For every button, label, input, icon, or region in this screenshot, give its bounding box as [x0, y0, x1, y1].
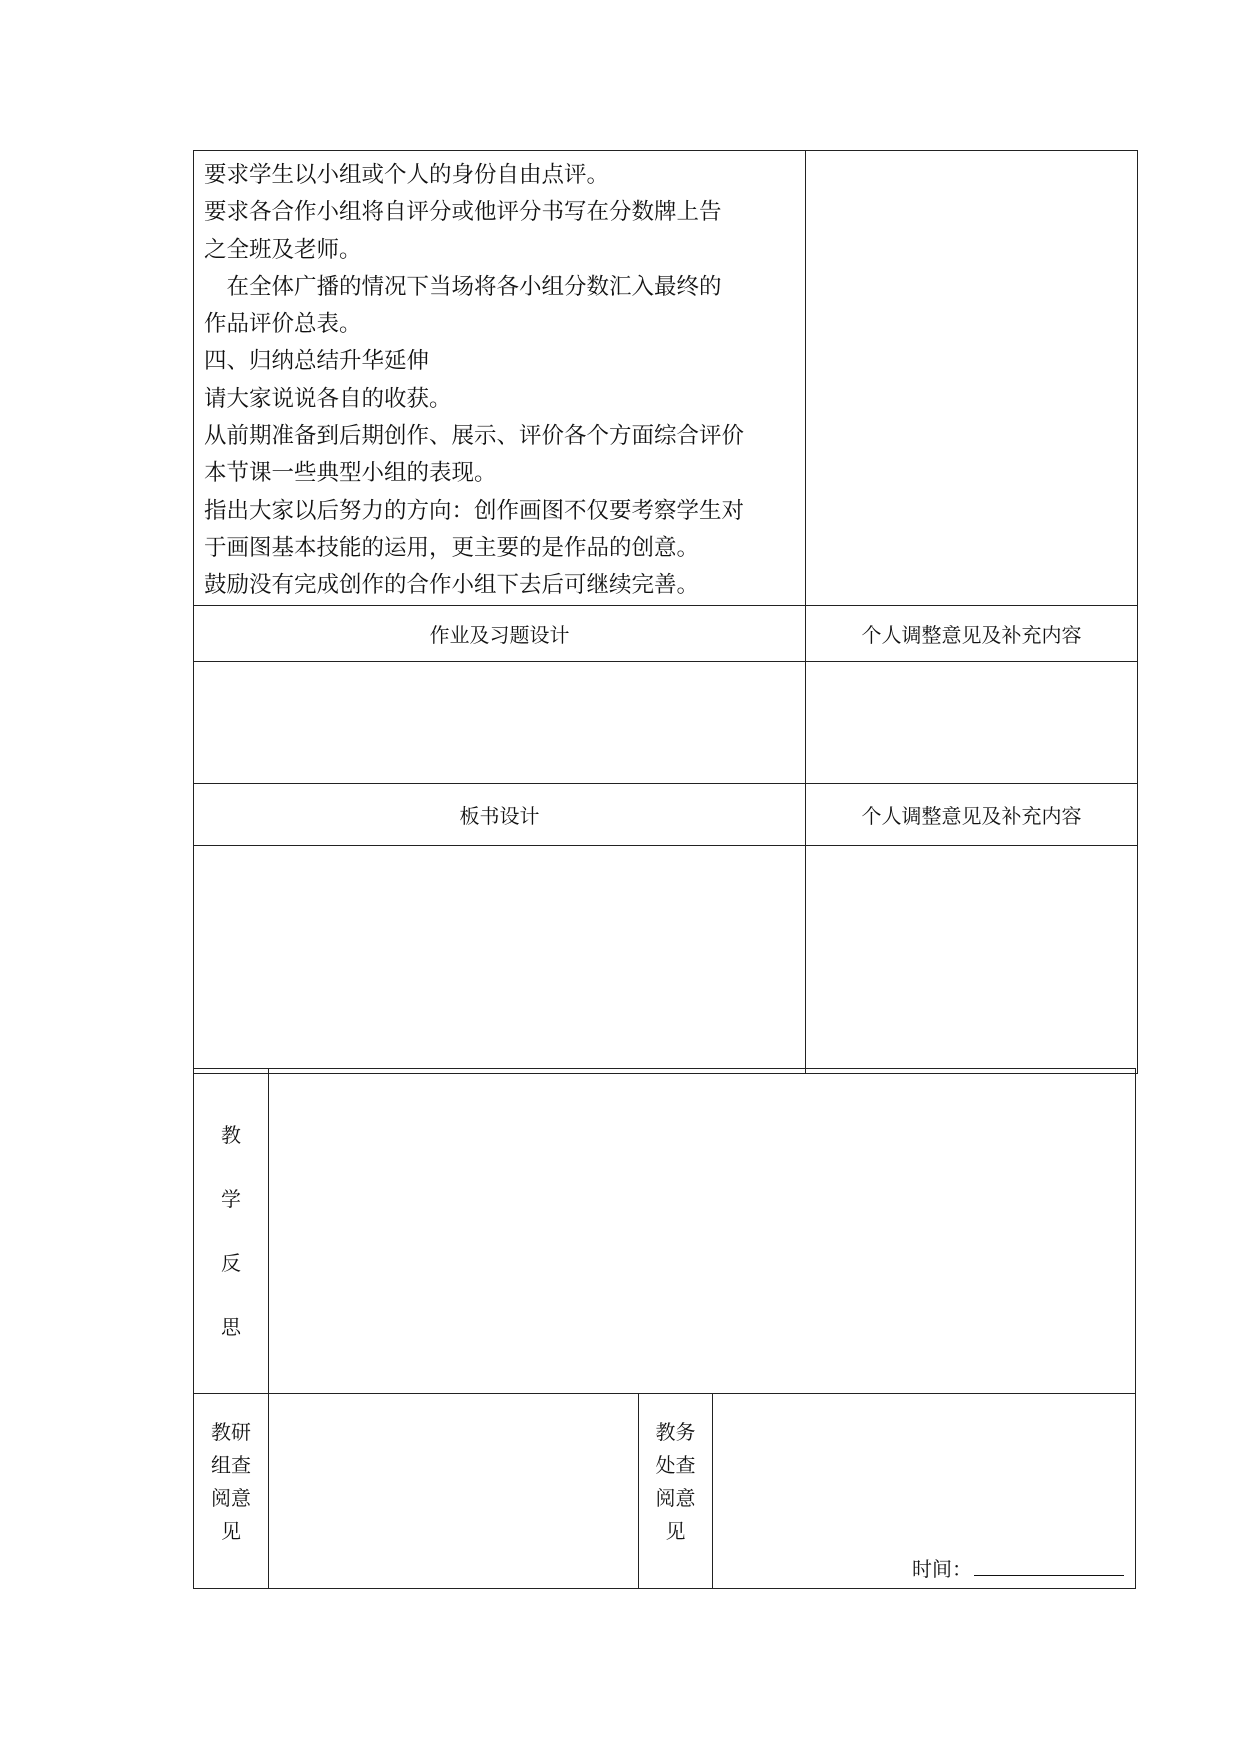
lesson-line: 之全班及老师。 [204, 236, 362, 263]
lesson-adjust-cell[interactable] [806, 151, 1138, 606]
time-blank-line[interactable] [974, 1555, 1124, 1576]
review-table [193, 1068, 1136, 1589]
reflection-char: 反 [221, 1251, 241, 1275]
lesson-line: 鼓励没有完成创作的合作小组下去后可继续完善。 [204, 572, 700, 599]
lesson-line: 请大家说说各自的收获。 [204, 385, 452, 412]
reflection-char: 教 [221, 1123, 241, 1147]
reflection-char: 思 [221, 1315, 241, 1339]
lesson-line: 要求各合作小组将自评分或他评分书写在分数牌上告 [204, 199, 722, 226]
lesson-line: 四、归纳总结升华延伸 [204, 348, 430, 375]
adjust-header-board: 个人调整意见及补充内容 [806, 783, 1138, 845]
research-group-text: 教研组查阅意见 [211, 1420, 251, 1543]
board-design-header: 板书设计 [194, 783, 806, 845]
research-group-label [194, 1394, 269, 1589]
time-field [912, 1553, 1124, 1582]
homework-header: 作业及习题设计 [194, 605, 806, 661]
research-group-content-cell[interactable] [269, 1394, 639, 1589]
adjust-header-homework: 个人调整意见及补充内容 [806, 605, 1138, 661]
academic-office-label [639, 1394, 713, 1589]
lesson-line: 在全体广播的情况下当场将各小组分数汇入最终的 [204, 273, 722, 300]
academic-office-text: 教务处查阅意见 [655, 1420, 696, 1543]
lesson-line: 于画图基本技能的运用，更主要的是作品的创意。 [204, 534, 700, 561]
board-design-content-cell[interactable] [194, 845, 806, 1073]
homework-content-cell[interactable] [194, 661, 806, 783]
homework-adjust-cell[interactable] [806, 661, 1138, 783]
reflection-label-cell [194, 1069, 269, 1394]
lesson-content-cell [194, 151, 806, 606]
lesson-line: 从前期准备到后期创作、展示、评价各个方面综合评价 [204, 423, 745, 450]
reflection-char: 学 [221, 1187, 241, 1211]
lesson-line: 作品评价总表。 [204, 311, 362, 338]
lesson-line: 本节课一些典型小组的表现。 [204, 460, 497, 487]
lesson-line: 要求学生以小组或个人的身份自由点评。 [204, 162, 610, 188]
time-label: 时间： [912, 1557, 973, 1581]
academic-office-content-cell[interactable] [713, 1394, 1136, 1589]
lesson-plan-table [193, 150, 1138, 1074]
lesson-text-block [194, 151, 805, 605]
board-adjust-cell[interactable] [806, 845, 1138, 1073]
reflection-content-cell[interactable] [269, 1069, 1136, 1394]
lesson-line: 指出大家以后努力的方向：创作画图不仅要考察学生对 [204, 497, 745, 524]
